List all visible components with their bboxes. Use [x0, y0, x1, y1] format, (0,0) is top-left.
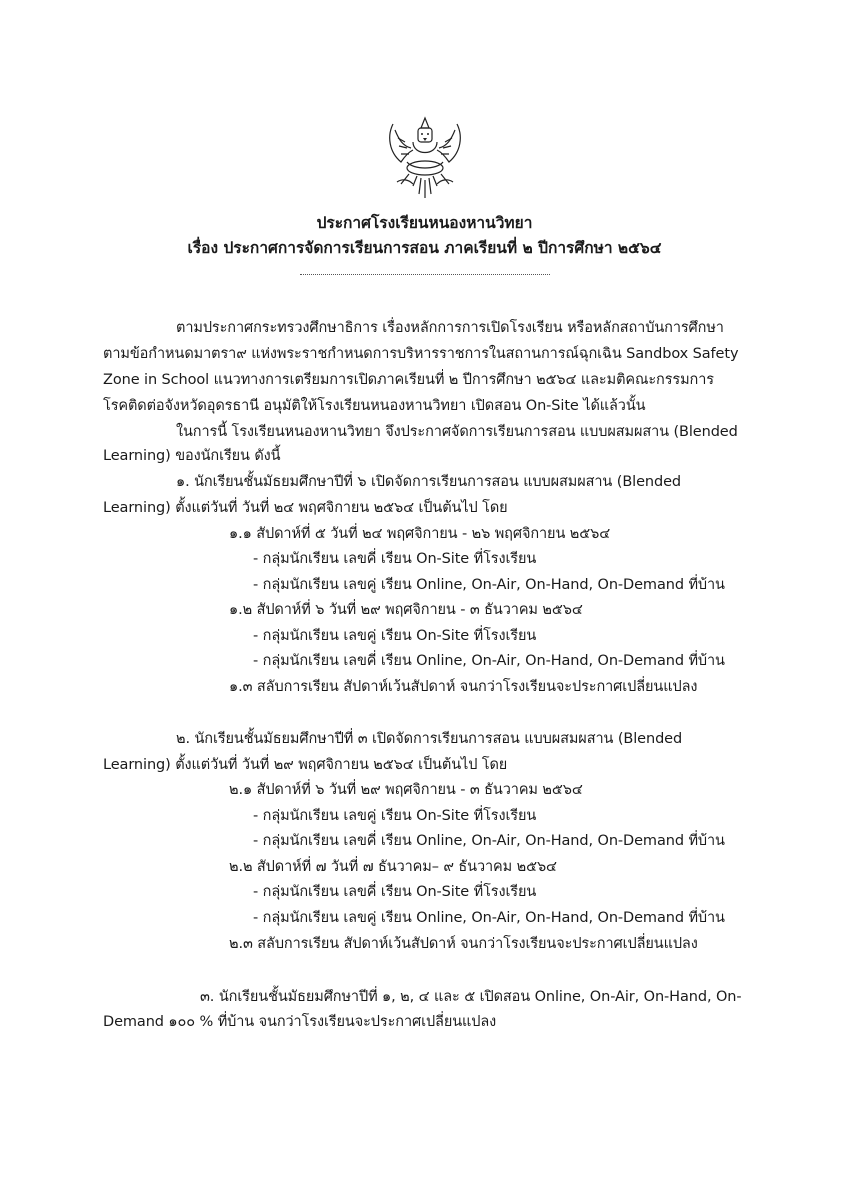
- announcement-subject: เรื่อง ประกาศการจัดการเรียนการสอน ภาคเรียนที่ ๒ ปีการศึกษา ๒๕๖๔: [187, 239, 662, 257]
- subsection-1-1: ๑.๑ สัปดาห์ที่ ๕ วันที่ ๒๔ พฤศจิกายน - ๒๖ พฤศจิกายน ๒๕๖๔: [229, 526, 611, 542]
- subsection-2-1-item: - กลุ่มนักเรียน เลขคู่ เรียน On-Site ที่โรงเรียน: [253, 808, 537, 824]
- subsection-1-1-item: - กลุ่มนักเรียน เลขคี่ เรียน On-Site ที่โรงเรียน: [253, 551, 537, 567]
- subsection-1-2-item: - กลุ่มนักเรียน เลขคู่ เรียน On-Site ที่โรงเรียน: [253, 628, 537, 644]
- subsection-1-2-item: - กลุ่มนักเรียน เลขคี่ เรียน Online, On-Air, On-Hand, On-Demand ที่บ้าน: [253, 653, 725, 669]
- subsection-2-1: ๒.๑ สัปดาห์ที่ ๖ วันที่ ๒๙ พฤศจิกายน - ๓ ธันวาคม ๒๕๖๔: [229, 782, 583, 798]
- garuda-emblem-icon: [383, 112, 467, 200]
- subsection-2-1-item: - กลุ่มนักเรียน เลขคี่ เรียน Online, On-Air, On-Hand, On-Demand ที่บ้าน: [253, 833, 725, 849]
- paragraph-line: โรคติดต่อจังหวัดอุดรธานี อนุมัติให้โรงเรียนหนองหานวิทยา เปิดสอน On-Site ได้แล้วนั้น: [103, 398, 646, 414]
- paragraph-line: Learning) ของนักเรียน ดังนี้: [103, 448, 281, 464]
- section-2-line: Learning) ตั้งแต่วันที่ วันที่ ๒๙ พฤศจิกายน ๒๕๖๔ เป็นต้นไป โดย: [103, 757, 508, 773]
- paragraph-line: Zone in School แนวทางการเตรียมการเปิดภาคเรียนที่ ๒ ปีการศึกษา ๒๕๖๔ และมติคณะกรรมการ: [103, 372, 714, 388]
- subsection-2-2: ๒.๒ สัปดาห์ที่ ๗ วันที่ ๗ ธันวาคม– ๙ ธันวาคม ๒๕๖๔: [229, 859, 557, 875]
- subsection-1-3: ๑.๓ สลับการเรียน สัปดาห์เว้นสัปดาห์ จนกว่าโรงเรียนจะประกาศเปลี่ยนแปลง: [229, 679, 698, 695]
- paragraph-line: ตามประกาศกระทรวงศึกษาธิการ เรื่องหลักการการเปิดโรงเรียน หรือหลักสถาบันการศึกษา: [176, 320, 724, 336]
- paragraph-line: ตามข้อกำหนดมาตรา๙ แห่งพระราชกำหนดการบริหารราชการในสถานการณ์ฉุกเฉิน Sandbox Safety: [103, 346, 739, 362]
- dotted-separator: [300, 260, 550, 275]
- announcement-title: ประกาศโรงเรียนหนองหานวิทยา: [316, 214, 533, 232]
- paragraph-line: ในการนี้ โรงเรียนหนองหานวิทยา จึงประกาศจัดการเรียนการสอน แบบผสมผสาน (Blended: [176, 424, 738, 440]
- section-1-line: Learning) ตั้งแต่วันที่ วันที่ ๒๔ พฤศจิกายน ๒๕๖๔ เป็นต้นไป โดย: [103, 500, 508, 516]
- subsection-1-1-item: - กลุ่มนักเรียน เลขคู่ เรียน Online, On-Air, On-Hand, On-Demand ที่บ้าน: [253, 577, 725, 593]
- section-3-heading: ๓. นักเรียนชั้นมัธยมศึกษาปีที่ ๑, ๒, ๔ และ ๕ เปิดสอน Online, On-Air, On-Hand, On-: [200, 989, 742, 1005]
- subsection-2-2-item: - กลุ่มนักเรียน เลขคู่ เรียน Online, On-Air, On-Hand, On-Demand ที่บ้าน: [253, 910, 725, 926]
- section-3-line: Demand ๑๐๐ % ที่บ้าน จนกว่าโรงเรียนจะประกาศเปลี่ยนแปลง: [103, 1014, 497, 1030]
- subsection-2-3: ๒.๓ สลับการเรียน สัปดาห์เว้นสัปดาห์ จนกว่าโรงเรียนจะประกาศเปลี่ยนแปลง: [229, 936, 698, 952]
- section-1-heading: ๑. นักเรียนชั้นมัธยมศึกษาปีที่ ๖ เปิดจัดการเรียนการสอน แบบผสมผสาน (Blended: [176, 474, 682, 490]
- subsection-2-2-item: - กลุ่มนักเรียน เลขคี่ เรียน On-Site ที่โรงเรียน: [253, 884, 537, 900]
- section-2-heading: ๒. นักเรียนชั้นมัธยมศึกษาปีที่ ๓ เปิดจัดการเรียนการสอน แบบผสมผสาน (Blended: [176, 731, 683, 747]
- subsection-1-2: ๑.๒ สัปดาห์ที่ ๖ วันที่ ๒๙ พฤศจิกายน - ๓ ธันวาคม ๒๕๖๔: [229, 602, 583, 618]
